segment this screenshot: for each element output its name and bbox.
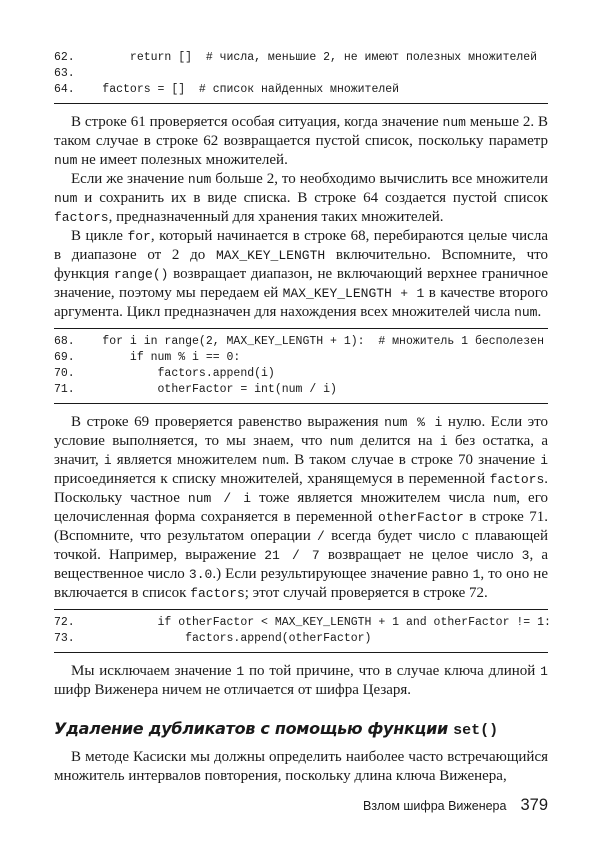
paragraph-kasiski xyxy=(54,748,548,786)
paragraph-exclude-one xyxy=(54,662,548,700)
text-run: Если же значение xyxy=(71,171,188,187)
code-line: 63. xyxy=(54,67,75,80)
inline-code: factors xyxy=(190,586,245,601)
text-run: В строке 69 проверяется равенство выражения xyxy=(71,414,385,430)
inline-code: num % i xyxy=(384,415,443,430)
code-line: 64. factors = [] # список найденных множителей xyxy=(54,83,400,96)
text-run: присоединяется к списку множителей, хранящемуся в переменной xyxy=(54,471,490,487)
text-run: всегда будет число с плавающей точкой. Например, выражение xyxy=(54,528,548,563)
text-run: ; этот случай проверяется в строке 72. xyxy=(244,585,488,601)
inline-code: MAX_KEY_LENGTH xyxy=(215,248,326,263)
inline-code: num xyxy=(514,305,538,320)
text-run: В цикле xyxy=(71,228,128,244)
inline-code: num xyxy=(442,115,466,130)
section-heading-set xyxy=(54,718,548,742)
code-listing-lines-68-71 xyxy=(54,328,548,404)
text-run: , который начинается в строке 68, перебираются целые числа в диапазоне от 2 до xyxy=(54,228,548,263)
text-run: в строке 71. (Вспомните, что результатом операции xyxy=(54,509,548,544)
inline-code: for xyxy=(127,229,151,244)
text-run: не имеет полезных множителей. xyxy=(77,152,288,168)
code-line: 69. if num % i == 0: xyxy=(54,351,241,364)
inline-code: num / i xyxy=(187,491,252,506)
running-title: Взлом шифра Виженера xyxy=(363,799,507,813)
text-run: , предназначенный для хранения таких множителей. xyxy=(108,209,444,225)
inline-code: num xyxy=(262,453,286,468)
code-line: 72. if otherFactor < MAX_KEY_LENGTH + 1 and otherFactor != 1: xyxy=(54,616,551,629)
text-run: возвращает не целое число xyxy=(319,547,522,563)
inline-code: 1 xyxy=(472,567,481,582)
text-run: возвращает диапазон, не включающий верхнее граничное значение, поэтому мы передаем ей xyxy=(54,266,548,301)
text-run: делится на xyxy=(353,433,440,449)
inline-code: num xyxy=(54,191,78,206)
text-run: .) Если результирующее значение равно xyxy=(212,566,473,582)
code-listing-lines-72-73 xyxy=(54,609,551,653)
text-run: Мы исключаем значение xyxy=(71,663,237,679)
code-listing-lines-62-64 xyxy=(54,50,548,104)
text-run: в качестве второго аргумента. Цикл предназначен для нахождения всех множителей числа xyxy=(54,285,548,320)
text-run: , его целочисленная форма сохраняется в переменной xyxy=(54,490,548,525)
inline-code: range() xyxy=(113,267,169,282)
code-line: 62. return [] # числа, меньшие 2, не имеют полезных множителей xyxy=(54,51,538,64)
paragraph-line-64 xyxy=(54,170,548,227)
page-content xyxy=(54,50,551,786)
inline-code: num xyxy=(54,153,78,168)
code-line: 70. factors.append(i) xyxy=(54,367,275,380)
page-number: 379 xyxy=(520,796,548,814)
text-run: тоже является множителем числа xyxy=(251,490,493,506)
inline-code: 3 xyxy=(521,548,530,563)
text-run: . xyxy=(537,304,542,320)
paragraph-line-61 xyxy=(54,113,548,170)
text-run: без остатка, а значит, xyxy=(54,433,549,468)
inline-code: factors xyxy=(54,210,109,225)
page-footer xyxy=(363,796,548,815)
inline-code: 1 xyxy=(236,664,245,679)
text-run: В методе Касиски мы должны определить наиболее часто встречающийся множитель интервалов повторения, поскольку длина ключа Виженера, xyxy=(54,749,548,784)
inline-code: num xyxy=(492,491,517,506)
text-run: , а вещественное число xyxy=(54,547,548,582)
text-run: . Поскольку частное xyxy=(54,471,548,506)
text-run: . В таком случае в строке 70 значение xyxy=(285,452,541,468)
inline-code: MAX_KEY_LENGTH + 1 xyxy=(282,286,425,301)
text-run: нулю. Если это условие выполняется, то мы знаем, что xyxy=(54,414,548,449)
text-run: по той причине, что в случае ключа длиной xyxy=(244,663,541,679)
text-run: включительно. Вспомните, что функция xyxy=(54,247,548,282)
text-run: , то оно не включается в список xyxy=(54,566,548,601)
inline-code: i xyxy=(103,453,112,468)
text-run: меньше 2. В таком случае в строке 62 возвращается пустой список, поскольку параметр xyxy=(54,114,549,149)
inline-code: otherFactor xyxy=(378,510,464,525)
inline-code: num xyxy=(187,172,212,187)
inline-code: num xyxy=(329,434,354,449)
inline-code: i xyxy=(540,453,548,468)
inline-code: / xyxy=(317,529,325,544)
paragraph-for-loop xyxy=(54,227,548,322)
inline-code: i xyxy=(439,434,448,449)
text-run: Удаление дубликатов с помощью функции xyxy=(54,719,454,738)
inline-code: 3.0 xyxy=(188,567,213,582)
inline-code: set() xyxy=(453,722,499,739)
text-run: В строке 61 проверяется особая ситуация, когда значение xyxy=(71,114,443,130)
inline-code: 21 / 7 xyxy=(264,548,320,563)
code-line: 68. for i in range(2, MAX_KEY_LENGTH + 1): # множитель 1 бесполезен xyxy=(54,335,544,348)
text-run: является множителем xyxy=(111,452,263,468)
code-line: 71. otherFactor = int(num / i) xyxy=(54,383,337,396)
code-line: 73. factors.append(otherFactor) xyxy=(54,632,372,645)
inline-code: factors xyxy=(489,472,545,487)
inline-code: 1 xyxy=(540,664,548,679)
paragraph-line-69 xyxy=(54,413,548,603)
text-run: шифр Виженера ничем не отличается от шифра Цезаря. xyxy=(54,682,412,698)
text-run: и сохранить их в виде списка. В строке 64 создается пустой список xyxy=(77,190,548,206)
text-run: больше 2, то необходимо вычислить все множители xyxy=(211,171,548,187)
